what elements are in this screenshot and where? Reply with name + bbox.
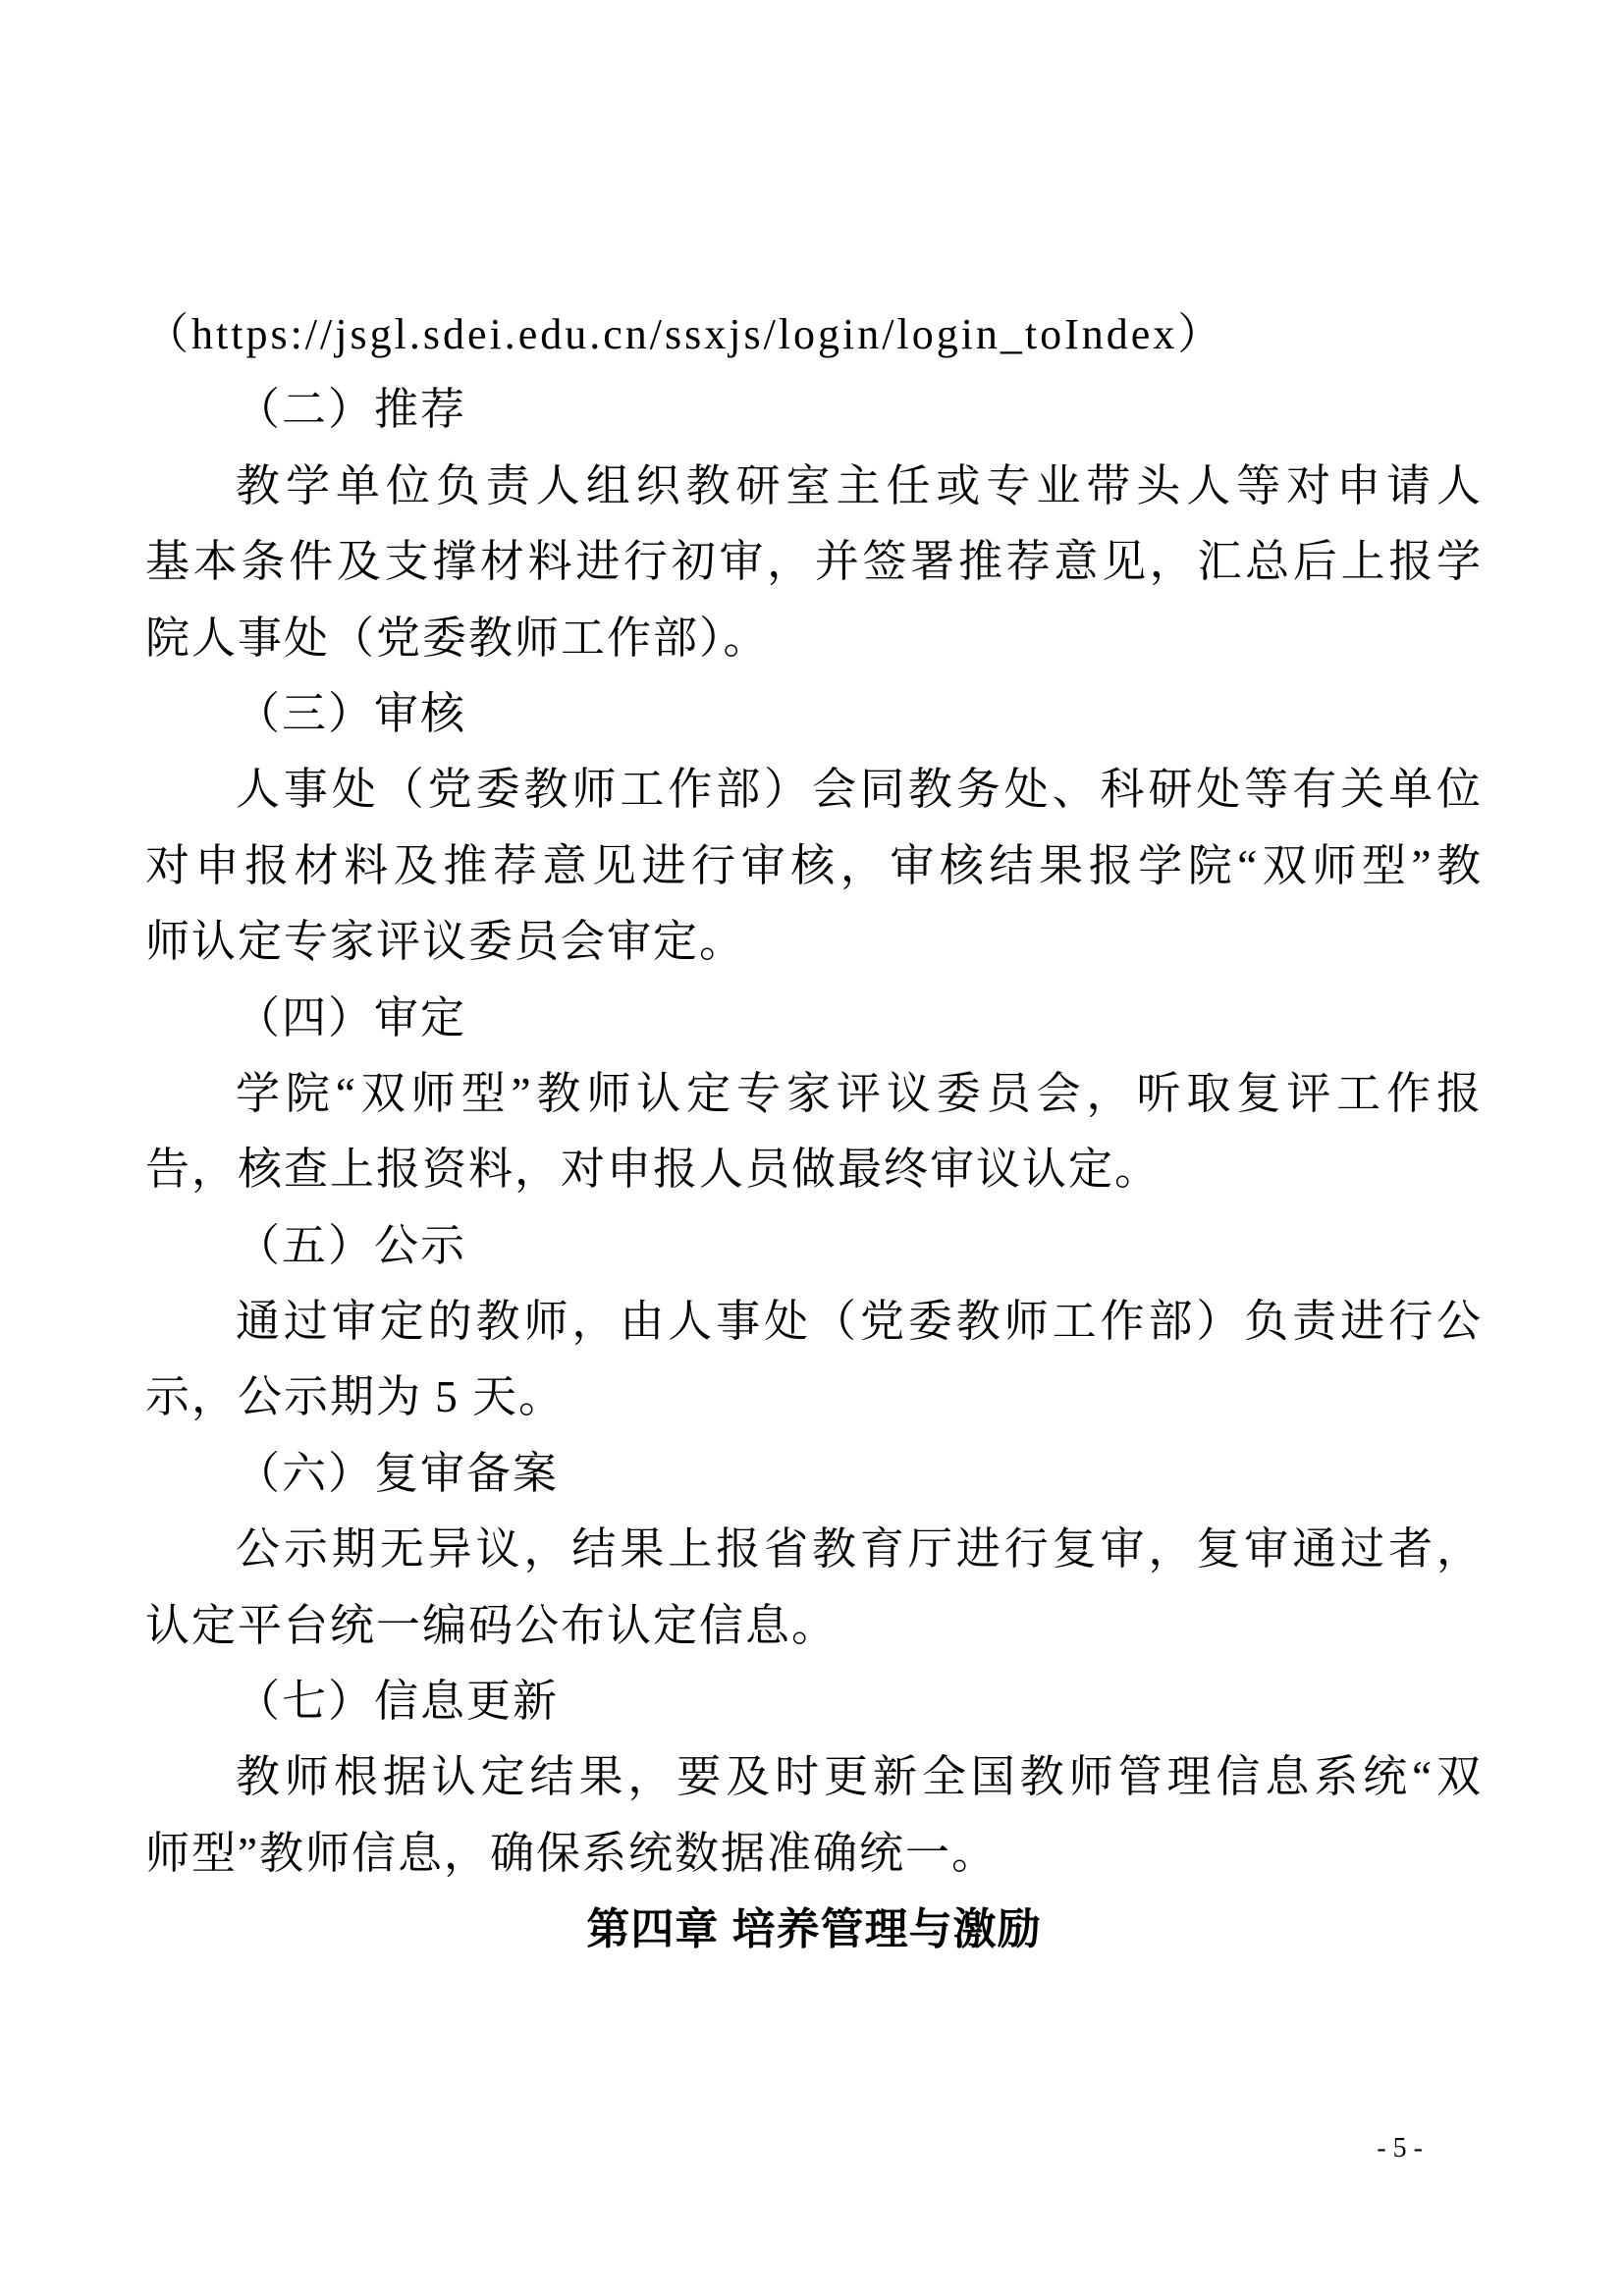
- text-line: 公示期无异议，结果上报省教育厅进行复审，复审通过者，: [236, 1524, 1483, 1575]
- text-line: （三）审核: [236, 688, 467, 738]
- text-line: （七）信息更新: [236, 1677, 560, 1727]
- text-line: 教学单位负责人组织教研室主任或专业带头人等对申请人: [236, 460, 1483, 510]
- text-line: 基本条件及支撑材料进行初审，并签署推荐意见，汇总后上报学: [145, 537, 1483, 587]
- text-line: （二）推荐: [236, 385, 467, 435]
- text-line: （六）复审备案: [236, 1448, 560, 1498]
- text-line: 师认定专家评议委员会审定。: [145, 917, 746, 967]
- text-line: 院人事处（党委教师工作部）。: [145, 613, 770, 663]
- text-line: 学院“双师型”教师认定专家评议委员会，听取复评工作报: [236, 1068, 1483, 1118]
- text-line: 通过审定的教师，由人事处（党委教师工作部）负责进行公: [236, 1297, 1483, 1347]
- text-line: （五）公示: [236, 1220, 467, 1270]
- section-heading: 第四章 培养管理与激励: [586, 1905, 1042, 1954]
- text-line: （四）审定: [236, 992, 467, 1042]
- text-line: 示，公示期为 5 天。: [145, 1372, 566, 1422]
- text-line: 师型”教师信息，确保系统数据准确统一。: [145, 1828, 998, 1878]
- text-line: （https://jsgl.sdei.edu.cn/ssxjs/login/login_toIndex）: [145, 310, 1224, 358]
- text-line: 认定平台统一编码公布认定信息。: [145, 1600, 839, 1650]
- text-line: 告，核查上报资料，对申报人员做最终审议认定。: [145, 1145, 1162, 1195]
- page-number: - 5 -: [1377, 2133, 1423, 2163]
- document-body: [145, 296, 1483, 1968]
- text-line: 教师根据认定结果，要及时更新全国教师管理信息系统“双: [236, 1752, 1483, 1802]
- text-line: 人事处（党委教师工作部）会同教务处、科研处等有关单位: [236, 765, 1483, 815]
- text-line: 对申报材料及推荐意见进行审核，审核结果报学院“双师型”教: [145, 840, 1483, 890]
